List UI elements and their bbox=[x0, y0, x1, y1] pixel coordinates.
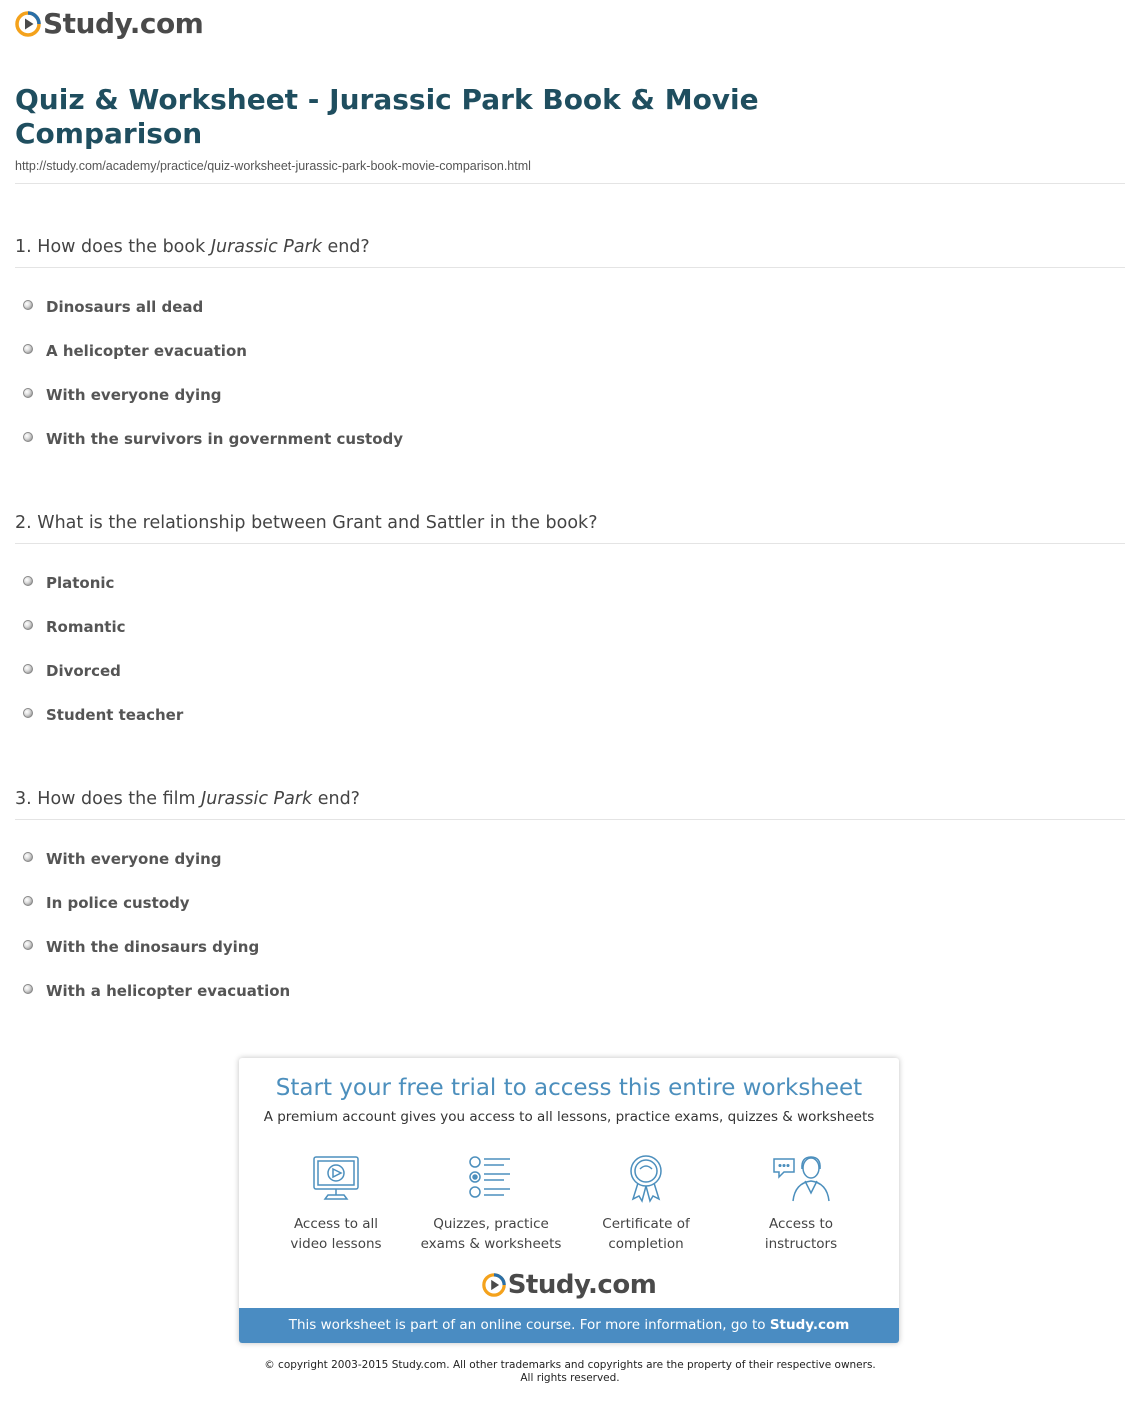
question-3 bbox=[15, 789, 360, 809]
promo-subtitle: A premium account gives you access to all lessons, practice exams, quizzes & worksheets bbox=[263, 1109, 875, 1125]
answer-option[interactable] bbox=[23, 706, 183, 724]
feature-label: Quizzes, practice exams & worksheets bbox=[420, 1216, 562, 1252]
site-logo[interactable] bbox=[15, 9, 203, 39]
radio-button[interactable] bbox=[23, 344, 33, 354]
radio-button[interactable] bbox=[23, 620, 33, 630]
header-divider bbox=[15, 183, 1125, 184]
studycom-link[interactable]: Study.com bbox=[769, 1317, 850, 1333]
copyright-line: © copyright 2003-2015 Study.com. All other trademarks and copyrights are the property of their respective owners. bbox=[264, 1359, 876, 1371]
answer-label: Platonic bbox=[46, 574, 115, 592]
radio-button[interactable] bbox=[23, 432, 33, 442]
copyright-notice bbox=[0, 1359, 1140, 1385]
play-logo-icon bbox=[482, 1273, 506, 1297]
answer-option[interactable] bbox=[23, 574, 114, 592]
rights-reserved: All rights reserved. bbox=[520, 1372, 620, 1384]
answer-option[interactable] bbox=[23, 982, 290, 1000]
feature-label: Access to instructors bbox=[764, 1216, 838, 1252]
answer-option[interactable] bbox=[23, 894, 190, 912]
radio-button[interactable] bbox=[23, 708, 33, 718]
question-number: 2. bbox=[15, 513, 32, 533]
course-info-text: This worksheet is part of an online course. For more information, go to bbox=[288, 1317, 766, 1333]
question-number: 1. bbox=[15, 237, 32, 257]
free-trial-promo bbox=[239, 1058, 899, 1343]
quiz-list-icon bbox=[466, 1153, 516, 1203]
answer-option[interactable] bbox=[23, 298, 203, 316]
answer-label: With everyone dying bbox=[46, 850, 222, 868]
answer-label: With the dinosaurs dying bbox=[46, 938, 260, 956]
question-title-italic: Jurassic Park bbox=[201, 789, 313, 809]
radio-button[interactable] bbox=[23, 300, 33, 310]
feature-instructors bbox=[721, 1153, 881, 1254]
question-text: How does the film bbox=[37, 789, 196, 809]
feature-video-lessons bbox=[256, 1153, 416, 1254]
answer-label: Student teacher bbox=[46, 706, 184, 724]
answer-label: Romantic bbox=[46, 618, 126, 636]
video-lesson-icon bbox=[311, 1153, 361, 1203]
page-url[interactable]: http://study.com/academy/practice/quiz-worksheet-jurassic-park-book-movie-comparison.html bbox=[15, 159, 531, 173]
answer-option[interactable] bbox=[23, 342, 247, 360]
radio-button[interactable] bbox=[23, 664, 33, 674]
course-info-bar bbox=[239, 1308, 899, 1343]
answer-label: A helicopter evacuation bbox=[46, 342, 247, 360]
answer-option[interactable] bbox=[23, 386, 222, 404]
page-title: Quiz & Worksheet - Jurassic Park Book & Movie Comparison bbox=[15, 83, 759, 150]
feature-label: Certificate of completion bbox=[602, 1216, 690, 1252]
question-divider bbox=[15, 543, 1125, 544]
feature-certificate bbox=[566, 1153, 726, 1254]
logo-text: Study.com bbox=[43, 7, 204, 40]
question-text: How does the book bbox=[37, 237, 206, 257]
answer-option[interactable] bbox=[23, 850, 222, 868]
answer-label: With everyone dying bbox=[46, 386, 222, 404]
answer-option[interactable] bbox=[23, 938, 259, 956]
certificate-icon bbox=[621, 1153, 671, 1203]
question-title-italic: Jurassic Park bbox=[210, 237, 322, 257]
question-1 bbox=[15, 237, 370, 257]
radio-button[interactable] bbox=[23, 940, 33, 950]
radio-button[interactable] bbox=[23, 388, 33, 398]
question-text-end: end? bbox=[317, 789, 360, 809]
answer-option[interactable] bbox=[23, 618, 126, 636]
answer-label: Divorced bbox=[46, 662, 121, 680]
radio-button[interactable] bbox=[23, 576, 33, 586]
question-text: What is the relationship between Grant and Sattler in the book? bbox=[37, 513, 598, 533]
instructor-icon bbox=[771, 1153, 831, 1203]
feature-label: Access to all video lessons bbox=[290, 1216, 382, 1252]
radio-button[interactable] bbox=[23, 984, 33, 994]
promo-title[interactable]: Start your free trial to access this entire worksheet bbox=[275, 1075, 863, 1101]
question-text-end: end? bbox=[327, 237, 370, 257]
question-number: 3. bbox=[15, 789, 32, 809]
logo-text: Study.com bbox=[507, 1270, 657, 1300]
feature-quizzes bbox=[411, 1153, 571, 1254]
answer-label: In police custody bbox=[46, 894, 190, 912]
question-divider bbox=[15, 819, 1125, 820]
play-logo-icon bbox=[15, 11, 41, 37]
answer-option[interactable] bbox=[23, 662, 121, 680]
answer-option[interactable] bbox=[23, 430, 403, 448]
answer-label: With a helicopter evacuation bbox=[46, 982, 291, 1000]
question-2 bbox=[15, 513, 597, 533]
promo-logo[interactable] bbox=[239, 1270, 899, 1300]
answer-label: Dinosaurs all dead bbox=[46, 298, 204, 316]
question-divider bbox=[15, 267, 1125, 268]
radio-button[interactable] bbox=[23, 896, 33, 906]
answer-label: With the survivors in government custody bbox=[46, 430, 404, 448]
radio-button[interactable] bbox=[23, 852, 33, 862]
